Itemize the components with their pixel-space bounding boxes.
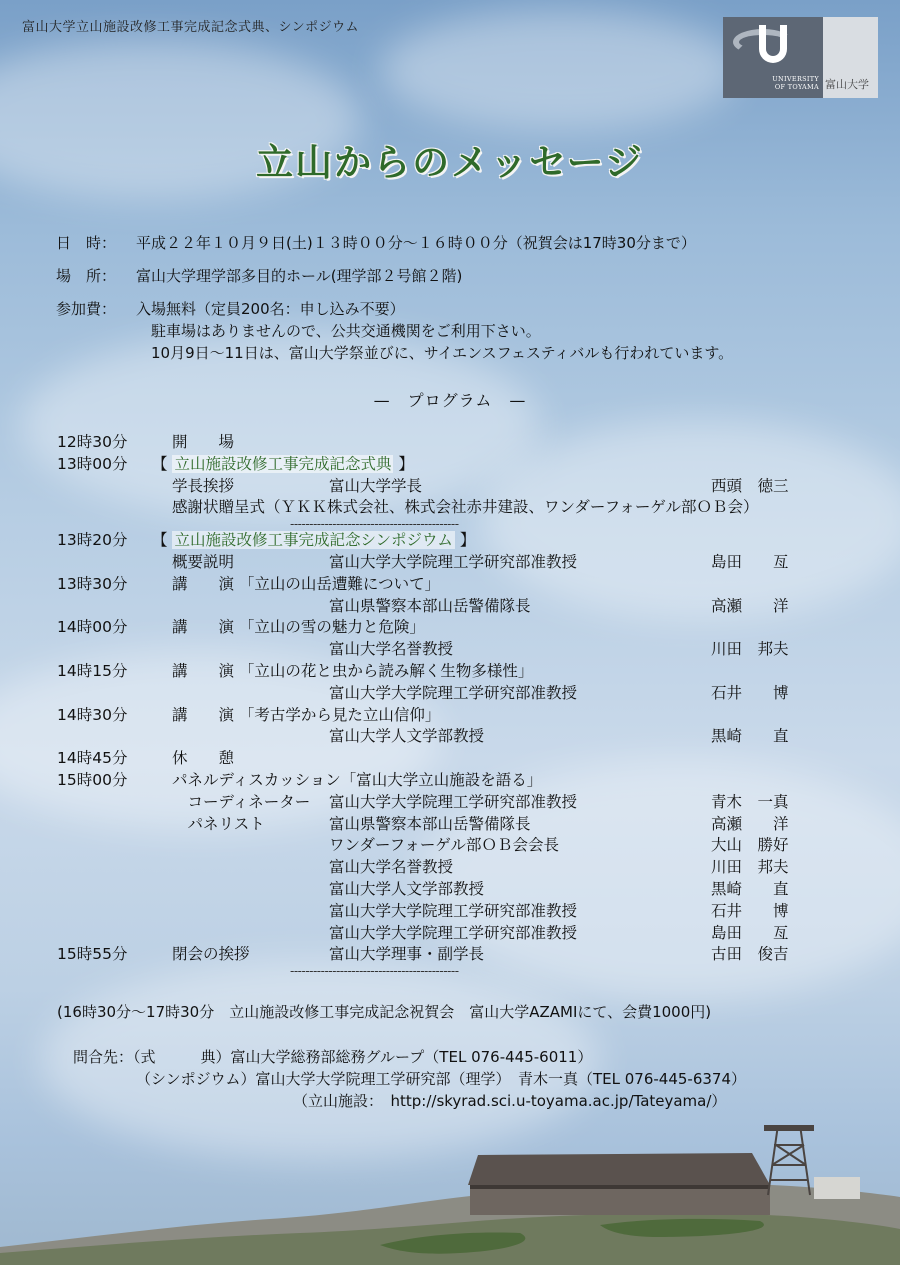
contact-ceremony: 問合先：（式 典）富山大学総務部総務グループ（TEL 076-445-6011） [73,1048,593,1066]
program-divider: -------------------------------------------- [290,517,459,532]
program-speaker-name: 島田 亙 [711,552,789,571]
event-info [56,232,856,382]
program-time: 15時00分 [57,770,128,789]
program-speaker-name: 黒崎 直 [711,879,789,898]
program-time: 14時15分 [57,661,128,680]
info-value-parking: 駐車場はありませんので、公共交通機関をご利用下さい。 [136,322,541,340]
reception-line: (16時30分～17時30分 立山施設改修工事完成記念祝賀会 富山大学AZAMIにて、会費1000円) [57,1003,712,1021]
program-time: 15時55分 [57,945,128,964]
program-activity: パネリスト [172,814,265,833]
program-affiliation: ワンダーフォーゲル部ＯＢ会会長 [329,836,560,855]
program-speaker-name: 石井 博 [711,901,789,920]
program-section-title: 【 立山施設改修工事完成記念シンポジウム 】 [152,531,476,550]
program-time: 14時30分 [57,705,128,724]
program-speaker-name: 古田 俊吉 [711,945,789,964]
program-time: 14時45分 [57,749,128,768]
program-activity: 開 場 [172,433,235,451]
program-affiliation: 富山大学人文学部教授 [329,727,485,746]
program-speaker-name: 高瀬 洋 [711,814,789,833]
program-speaker-name: 石井 博 [711,683,789,702]
logo-mark-icon [723,17,823,98]
program-time: 13時00分 [57,454,128,473]
page-title: 立山からのメッセージ [256,141,644,184]
program-affiliation: 富山大学大学院理工学研究部准教授 [329,792,578,811]
program-speaker-name: 高瀬 洋 [711,596,789,615]
program-activity: 講 演 「立山の雪の魅力と危険」 [172,618,425,637]
contact-facility-link[interactable]: （立山施設： http://skyrad.sci.u-toyama.ac.jp/Tateyama/） [293,1092,727,1110]
info-value-festival: 10月9日～11日は、富山大学祭並びに、サイエンスフェスティバルも行われています。 [136,344,734,362]
program-speaker-name: 島田 亙 [711,923,789,942]
cloud [380,10,740,130]
event-header: 富山大学立山施設改修工事完成記念式典、シンポジウム [22,20,360,35]
program-affiliation: 富山大学大学院理工学研究部准教授 [329,683,578,702]
program-speaker-name: 西頭 徳三 [711,476,789,495]
program-time: 14時00分 [57,618,128,637]
program-activity: 感謝状贈呈式（ＹＫＫ株式会社、株式会社赤井建設、ワンダーフォーゲル部ＯＢ会） [172,498,759,517]
program-affiliation: 富山大学理事・副学長 [329,945,485,964]
program-divider: -------------------------------------------- [290,964,459,979]
program-affiliation: 富山大学人文学部教授 [329,879,485,898]
program-activity: 学長挨拶 [172,476,235,495]
logo-jp: 富山大学 [825,78,869,91]
info-value-fee: 入場無料（定員200名：申し込み不要） [136,300,405,318]
program-activity: 閉会の挨拶 [172,945,250,964]
program-speaker-name: 大山 勝好 [711,836,789,855]
program-affiliation: 富山県警察本部山岳警備隊長 [329,596,531,615]
program-section-highlight: 立山施設改修工事完成記念シンポジウム [174,531,453,550]
program-heading: — プログラム — [373,391,527,410]
program-speaker-name: 黒崎 直 [711,727,789,746]
contact-symposium: （シンポジウム）富山大学大学院理工学研究部（理学） 青木一真（TEL 076-445-6374） [136,1070,747,1088]
program-activity: コーディネーター [172,792,311,811]
program-activity: 講 演 「立山の山岳遭難について」 [172,574,441,593]
logo-en-line1: UNIVERSITY [772,75,819,83]
program-section-title: 【 立山施設改修工事完成記念式典 】 [152,454,414,473]
program-speaker-name: 川田 邦夫 [711,858,789,877]
program-time: 13時20分 [57,531,128,550]
logo-en-line2: OF TOYAMA [774,83,819,91]
program-activity: 講 演 「考古学から見た立山信仰」 [172,705,441,724]
info-value-place: 富山大学理学部多目的ホール(理学部２号館２階) [136,267,463,285]
program-affiliation: 富山大学大学院理工学研究部准教授 [329,901,578,920]
program-affiliation: 富山大学大学院理工学研究部准教授 [329,923,578,942]
program-affiliation: 富山大学学長 [329,476,423,495]
program-activity: 休 憩 [172,749,235,768]
program-speaker-name: 青木 一真 [711,792,789,811]
cloud [480,420,900,620]
program-affiliation: 富山県警察本部山岳警備隊長 [329,814,531,833]
program-activity: パネルディスカッション「富山大学立山施設を語る」 [172,770,543,789]
program-time: 13時30分 [57,574,128,593]
program-time: 12時30分 [57,433,128,451]
program-affiliation: 富山大学大学院理工学研究部准教授 [329,552,578,571]
program-speaker-name: 川田 邦夫 [711,640,789,659]
info-label-datetime: 日 時： [56,234,117,252]
program-affiliation: 富山大学名誉教授 [329,858,454,877]
program-activity: 概要説明 [172,552,235,571]
info-label-place: 場 所： [56,267,117,285]
info-label-fee: 参加費： [56,300,117,318]
mountain-landscape-image [0,1125,900,1265]
university-logo [723,17,878,98]
program-section-highlight: 立山施設改修工事完成記念式典 [174,454,392,473]
program-activity: 講 演 「立山の花と虫から読み解く生物多様性」 [172,661,534,680]
program-affiliation: 富山大学名誉教授 [329,640,454,659]
info-value-datetime: 平成２２年１０月９日(土)１３時００分～１６時００分（祝賀会は17時30分まで） [136,234,696,252]
